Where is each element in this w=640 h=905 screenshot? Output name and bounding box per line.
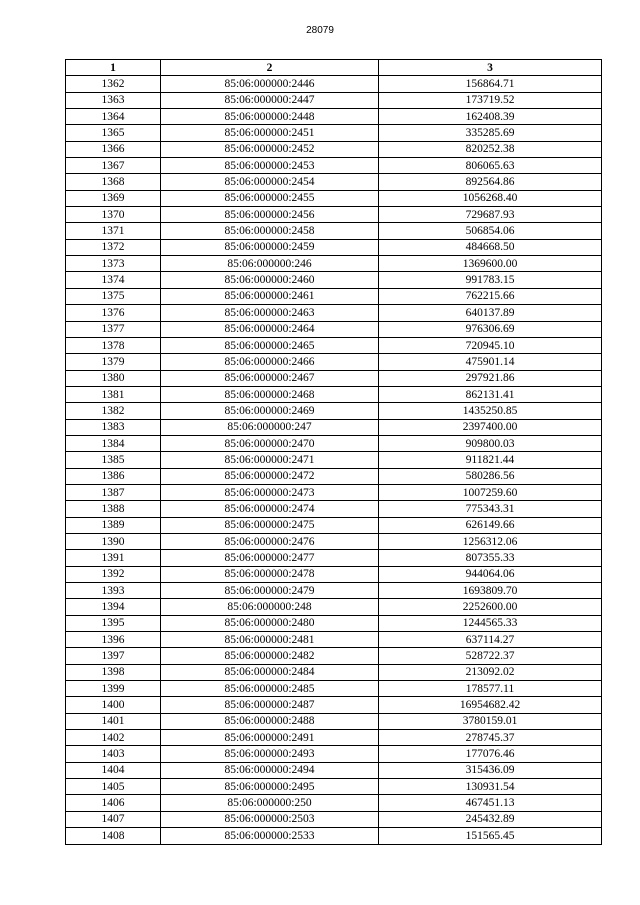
table-row	[66, 566, 602, 582]
table-row	[66, 533, 602, 549]
row-number-cell: 1393	[66, 583, 161, 599]
cadastral-number-cell: 85:06:000000:2478	[161, 566, 379, 582]
value-cell: 1369600.00	[379, 256, 602, 272]
cadastral-number-cell: 85:06:000000:2464	[161, 321, 379, 337]
table-row	[66, 468, 602, 484]
value-cell: 528722.37	[379, 648, 602, 664]
row-number-cell: 1379	[66, 354, 161, 370]
table-row	[66, 632, 602, 648]
value-cell: 862131.41	[379, 386, 602, 402]
value-cell: 3780159.01	[379, 713, 602, 729]
value-cell: 775343.31	[379, 501, 602, 517]
cadastral-number-cell: 85:06:000000:2473	[161, 484, 379, 500]
table-row	[66, 174, 602, 190]
cadastral-number-cell: 85:06:000000:2453	[161, 158, 379, 174]
table-row	[66, 762, 602, 778]
table-row	[66, 795, 602, 811]
value-cell: 2252600.00	[379, 599, 602, 615]
value-cell: 467451.13	[379, 795, 602, 811]
value-cell: 1056268.40	[379, 190, 602, 206]
table-row	[66, 386, 602, 402]
table-row	[66, 337, 602, 353]
row-number-cell: 1380	[66, 370, 161, 386]
value-cell: 2397400.00	[379, 419, 602, 435]
value-cell: 1693809.70	[379, 583, 602, 599]
table-row	[66, 779, 602, 795]
cadastral-number-cell: 85:06:000000:2474	[161, 501, 379, 517]
cadastral-number-cell: 85:06:000000:2491	[161, 730, 379, 746]
value-cell: 991783.15	[379, 272, 602, 288]
value-cell: 944064.06	[379, 566, 602, 582]
value-cell: 807355.33	[379, 550, 602, 566]
table-row	[66, 141, 602, 157]
row-number-cell: 1362	[66, 76, 161, 92]
cadastral-number-cell: 85:06:000000:2451	[161, 125, 379, 141]
row-number-cell: 1376	[66, 305, 161, 321]
cadastral-number-cell: 85:06:000000:2456	[161, 207, 379, 223]
table-row	[66, 599, 602, 615]
cadastral-number-cell: 85:06:000000:248	[161, 599, 379, 615]
cadastral-number-cell: 85:06:000000:2469	[161, 403, 379, 419]
cadastral-number-cell: 85:06:000000:2447	[161, 92, 379, 108]
value-cell: 909800.03	[379, 435, 602, 451]
table-row	[66, 615, 602, 631]
value-cell: 1435250.85	[379, 403, 602, 419]
cadastral-number-cell: 85:06:000000:2460	[161, 272, 379, 288]
cadastral-number-cell: 85:06:000000:246	[161, 256, 379, 272]
row-number-cell: 1405	[66, 779, 161, 795]
table-row	[66, 125, 602, 141]
cadastral-number-cell: 85:06:000000:2446	[161, 76, 379, 92]
cadastral-number-cell: 85:06:000000:2481	[161, 632, 379, 648]
table-row	[66, 92, 602, 108]
cadastral-number-cell: 85:06:000000:2533	[161, 828, 379, 844]
row-number-cell: 1372	[66, 239, 161, 255]
row-number-cell: 1394	[66, 599, 161, 615]
row-number-cell: 1399	[66, 681, 161, 697]
table-row	[66, 370, 602, 386]
value-cell: 1244565.33	[379, 615, 602, 631]
row-number-cell: 1366	[66, 141, 161, 157]
table-row	[66, 583, 602, 599]
table-row	[66, 158, 602, 174]
table-row	[66, 697, 602, 713]
table-row	[66, 681, 602, 697]
value-cell: 156864.71	[379, 76, 602, 92]
row-number-cell: 1387	[66, 484, 161, 500]
cadastral-number-cell: 85:06:000000:2493	[161, 746, 379, 762]
value-cell: 762215.66	[379, 288, 602, 304]
row-number-cell: 1378	[66, 337, 161, 353]
table-row	[66, 713, 602, 729]
row-number-cell: 1369	[66, 190, 161, 206]
cadastral-number-cell: 85:06:000000:2503	[161, 811, 379, 827]
cadastral-number-cell: 85:06:000000:2459	[161, 239, 379, 255]
value-cell: 335285.69	[379, 125, 602, 141]
cadastral-number-cell: 85:06:000000:2479	[161, 583, 379, 599]
value-cell: 130931.54	[379, 779, 602, 795]
row-number-cell: 1395	[66, 615, 161, 631]
value-cell: 1256312.06	[379, 533, 602, 549]
value-cell: 626149.66	[379, 517, 602, 533]
value-cell: 245432.89	[379, 811, 602, 827]
row-number-cell: 1374	[66, 272, 161, 288]
cadastral-number-cell: 85:06:000000:2463	[161, 305, 379, 321]
table-row	[66, 550, 602, 566]
value-cell: 151565.45	[379, 828, 602, 844]
cadastral-number-cell: 85:06:000000:2468	[161, 386, 379, 402]
table-row	[66, 354, 602, 370]
value-cell: 162408.39	[379, 109, 602, 125]
table-row	[66, 109, 602, 125]
cadastral-number-cell: 85:06:000000:2495	[161, 779, 379, 795]
row-number-cell: 1401	[66, 713, 161, 729]
row-number-cell: 1403	[66, 746, 161, 762]
cadastral-number-cell: 85:06:000000:2461	[161, 288, 379, 304]
table-row	[66, 501, 602, 517]
cadastral-number-cell: 85:06:000000:2488	[161, 713, 379, 729]
row-number-cell: 1390	[66, 533, 161, 549]
row-number-cell: 1406	[66, 795, 161, 811]
value-cell: 484668.50	[379, 239, 602, 255]
column-header-1: 1	[66, 60, 161, 76]
table-row	[66, 321, 602, 337]
row-number-cell: 1363	[66, 92, 161, 108]
row-number-cell: 1382	[66, 403, 161, 419]
cadastral-number-cell: 85:06:000000:2487	[161, 697, 379, 713]
table-row	[66, 517, 602, 533]
cadastral-number-cell: 85:06:000000:2484	[161, 664, 379, 680]
cadastral-number-cell: 85:06:000000:2466	[161, 354, 379, 370]
value-cell: 820252.38	[379, 141, 602, 157]
column-header-3: 3	[379, 60, 602, 76]
cadastral-number-cell: 85:06:000000:2477	[161, 550, 379, 566]
cadastral-number-cell: 85:06:000000:2472	[161, 468, 379, 484]
value-cell: 315436.09	[379, 762, 602, 778]
row-number-cell: 1397	[66, 648, 161, 664]
cadastral-number-cell: 85:06:000000:247	[161, 419, 379, 435]
row-number-cell: 1375	[66, 288, 161, 304]
row-number-cell: 1408	[66, 828, 161, 844]
table-row	[66, 305, 602, 321]
row-number-cell: 1384	[66, 435, 161, 451]
page-number: 28079	[306, 25, 334, 36]
row-number-cell: 1386	[66, 468, 161, 484]
value-cell: 640137.89	[379, 305, 602, 321]
table-row	[66, 811, 602, 827]
row-number-cell: 1385	[66, 452, 161, 468]
row-number-cell: 1370	[66, 207, 161, 223]
value-cell: 506854.06	[379, 223, 602, 239]
value-cell: 1007259.60	[379, 484, 602, 500]
table-row	[66, 484, 602, 500]
row-number-cell: 1388	[66, 501, 161, 517]
table-row	[66, 239, 602, 255]
row-number-cell: 1396	[66, 632, 161, 648]
value-cell: 976306.69	[379, 321, 602, 337]
table-row	[66, 746, 602, 762]
value-cell: 892564.86	[379, 174, 602, 190]
row-number-cell: 1365	[66, 125, 161, 141]
cadastral-number-cell: 85:06:000000:2465	[161, 337, 379, 353]
row-number-cell: 1391	[66, 550, 161, 566]
cadastral-number-cell: 85:06:000000:2470	[161, 435, 379, 451]
cadastral-number-cell: 85:06:000000:2458	[161, 223, 379, 239]
row-number-cell: 1364	[66, 109, 161, 125]
value-cell: 178577.11	[379, 681, 602, 697]
table-row	[66, 403, 602, 419]
table-row	[66, 730, 602, 746]
row-number-cell: 1392	[66, 566, 161, 582]
value-cell: 297921.86	[379, 370, 602, 386]
value-cell: 177076.46	[379, 746, 602, 762]
table-row	[66, 435, 602, 451]
cadastral-number-cell: 85:06:000000:2452	[161, 141, 379, 157]
row-number-cell: 1377	[66, 321, 161, 337]
table-row	[66, 648, 602, 664]
value-cell: 911821.44	[379, 452, 602, 468]
table-row	[66, 664, 602, 680]
row-number-cell: 1400	[66, 697, 161, 713]
cadastral-number-cell: 85:06:000000:2475	[161, 517, 379, 533]
table-row	[66, 288, 602, 304]
value-cell: 580286.56	[379, 468, 602, 484]
row-number-cell: 1373	[66, 256, 161, 272]
cadastral-number-cell: 85:06:000000:2467	[161, 370, 379, 386]
cadastral-number-cell: 85:06:000000:2455	[161, 190, 379, 206]
value-cell: 806065.63	[379, 158, 602, 174]
row-number-cell: 1389	[66, 517, 161, 533]
cadastral-number-cell: 85:06:000000:250	[161, 795, 379, 811]
column-header-2: 2	[161, 60, 379, 76]
table-row	[66, 207, 602, 223]
table-row	[66, 256, 602, 272]
row-number-cell: 1367	[66, 158, 161, 174]
value-cell: 213092.02	[379, 664, 602, 680]
table-body	[66, 76, 602, 844]
row-number-cell: 1383	[66, 419, 161, 435]
value-cell: 720945.10	[379, 337, 602, 353]
row-number-cell: 1368	[66, 174, 161, 190]
table-row	[66, 419, 602, 435]
cadastral-number-cell: 85:06:000000:2454	[161, 174, 379, 190]
row-number-cell: 1402	[66, 730, 161, 746]
value-cell: 173719.52	[379, 92, 602, 108]
table-header-row	[66, 60, 602, 76]
value-cell: 16954682.42	[379, 697, 602, 713]
table-row	[66, 452, 602, 468]
row-number-cell: 1381	[66, 386, 161, 402]
row-number-cell: 1398	[66, 664, 161, 680]
value-cell: 475901.14	[379, 354, 602, 370]
table-row	[66, 828, 602, 844]
value-cell: 729687.93	[379, 207, 602, 223]
cadastral-number-cell: 85:06:000000:2485	[161, 681, 379, 697]
row-number-cell: 1407	[66, 811, 161, 827]
table-row	[66, 223, 602, 239]
value-cell: 278745.37	[379, 730, 602, 746]
registry-table	[65, 59, 602, 845]
table-row	[66, 76, 602, 92]
cadastral-number-cell: 85:06:000000:2448	[161, 109, 379, 125]
cadastral-number-cell: 85:06:000000:2476	[161, 533, 379, 549]
table-row	[66, 272, 602, 288]
table-row	[66, 190, 602, 206]
cadastral-number-cell: 85:06:000000:2480	[161, 615, 379, 631]
cadastral-number-cell: 85:06:000000:2494	[161, 762, 379, 778]
row-number-cell: 1371	[66, 223, 161, 239]
row-number-cell: 1404	[66, 762, 161, 778]
cadastral-number-cell: 85:06:000000:2471	[161, 452, 379, 468]
value-cell: 637114.27	[379, 632, 602, 648]
cadastral-number-cell: 85:06:000000:2482	[161, 648, 379, 664]
